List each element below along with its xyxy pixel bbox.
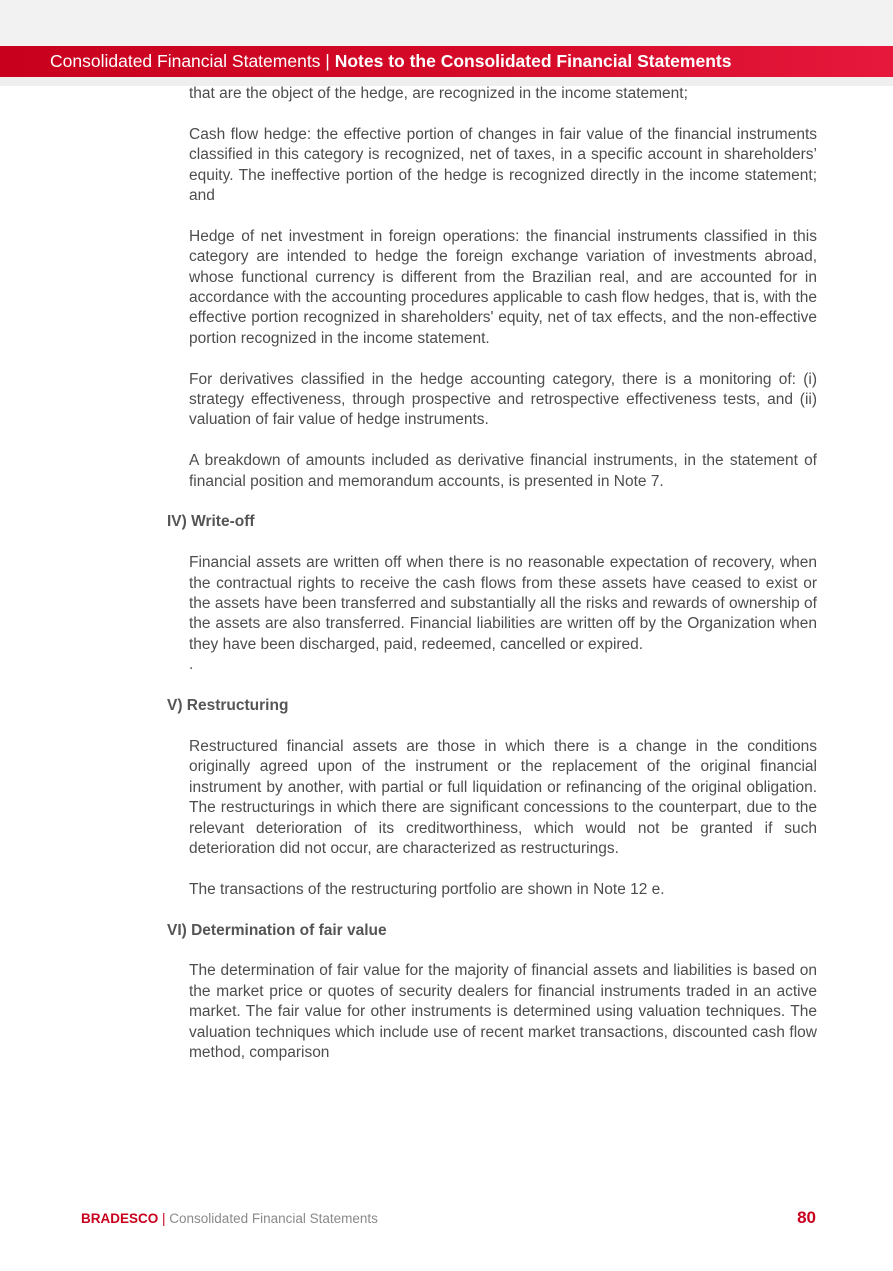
header-section: Consolidated Financial Statements: [50, 51, 321, 71]
paragraph-net-investment-hedge: Hedge of net investment in foreign operations: the financial instruments classified in this category are intended to hedge the foreign exchange variation of investments abroad, whose functional currency is different from the Brazilian real, and are accounted for in accordance with the accounting procedures applicable to cash flow hedges, that is, with the effective portion recognized in shareholders' equity, net of tax effects, and the non-effective portion recognized in the income statement.: [189, 227, 817, 347]
footer-document-title: Consolidated Financial Statements: [169, 1211, 378, 1226]
paragraph-fair-value: The determination of fair value for the majority of financial assets and liabilities is based on the market price or quotes of security dealers for financial instruments traded in an active market. The fair value for other instruments is determined using valuation techniques. The valuation techniques which include use of recent market transactions, discounted cash flow method, comparison: [189, 962, 817, 1061]
page-footer: [81, 1210, 378, 1228]
page-number: 80: [797, 1208, 816, 1227]
header-separator: |: [320, 51, 335, 71]
paragraph-hedge-intro: that are the object of the hedge, are recognized in the income statement;: [189, 85, 688, 102]
paragraph-cash-flow-hedge: Cash flow hedge: the effective portion of changes in fair value of the financial instruments classified in this category is recognized, net of taxes, in a specific account in shareholders’ equity. The ineffective portion of the hedge is recognized directly in the income statement; and: [189, 125, 817, 205]
top-margin-band: [0, 0, 893, 46]
paragraph-derivatives-breakdown: A breakdown of amounts included as derivative financial instruments, in the statement of financial position and memorandum accounts, is presented in Note 7.: [189, 452, 817, 490]
paragraph-hedge-monitoring: For derivatives classified in the hedge accounting category, there is a monitoring of: (i) strategy effectiveness, through prospective and retrospective effectiveness tests, and (ii) valuation of fair value of hedge instruments.: [189, 370, 817, 429]
footer-brand: BRADESCO: [81, 1211, 159, 1226]
paragraph-restructuring-portfolio: The transactions of the restructuring portfolio are shown in Note 12 e.: [189, 880, 665, 898]
header-subsection: Notes to the Consolidated Financial Statements: [334, 51, 732, 71]
footer-separator: |: [158, 1211, 170, 1226]
heading-restructuring: V) Restructuring: [167, 697, 289, 715]
running-header: [0, 46, 893, 77]
stray-period: .: [189, 656, 194, 674]
page-body: [167, 84, 817, 1063]
paragraph-write-off: Financial assets are written off when there is no reasonable expectation of recovery, when the contractual rights to receive the cash flows from these assets have ceased to exist or the assets have been transferred and substantially all the risks and rewards of ownership of the assets are also transferred. Financial liabilities are written off by the Organization when they have been discharged, paid, redeemed, cancelled or expired.: [189, 554, 817, 653]
running-header-text: [50, 46, 731, 77]
heading-fair-value: VI) Determination of fair value: [167, 921, 387, 939]
heading-write-off: IV) Write-off: [167, 513, 255, 531]
paragraph-restructuring: Restructured financial assets are those in which there is a change in the conditions originally agreed upon of the instrument or the replacement of the original financial instrument by another, with partial or full liquidation or refinancing of the original obligation. The restructurings in which there are significant concessions to the counterpart, due to the relevant deterioration of its creditworthiness, which would not be granted if such deterioration did not occur, are characterized as restructurings.: [189, 737, 817, 857]
